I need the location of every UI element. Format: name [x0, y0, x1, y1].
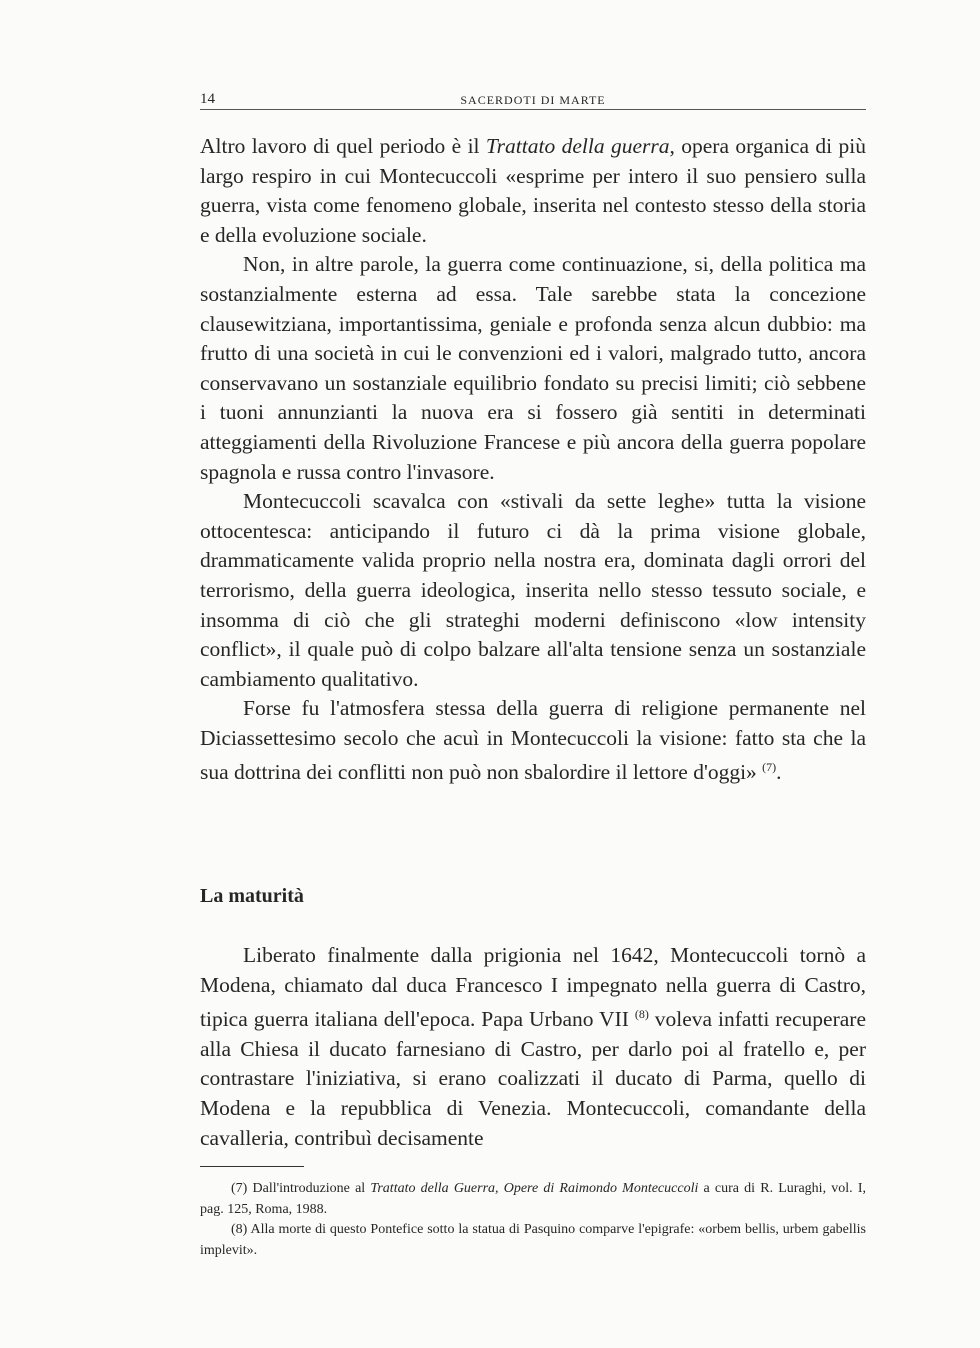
paragraph-1: Altro lavoro di quel periodo è il Trattato della guerra, opera organica di più largo respiro in cui Montecuccoli «esprime per intero il suo pensiero sulla guerra, vista come fenomeno globale, inserita nel contesto stesso della storia e della evoluzione sociale.	[200, 134, 866, 247]
section-heading: La maturità	[200, 885, 304, 907]
paragraph-3: Montecuccoli scavalca con «stivali da sette leghe» tutta la visione ottocentesca: anticipando il futuro ci dà la prima visione globale, drammaticamente valida proprio nella nostra era, dominata dagli orrori del terrorismo, della guerra ideologica, inserita nello stesso tessuto sociale, e insomma di ciò che gli strateghi moderni definiscono «low intensity conflict», il quale può di colpo balzare all'alta tensione senza un sostanziale cambiamento qualitativo.	[200, 489, 866, 691]
footnote-ref-7: (7)	[762, 760, 777, 775]
paragraph-2: Non, in altre parole, la guerra come continuazione, si, della politica ma sostanzialmente esterna ad essa. Tale sarebbe stata la concezione clausewitziana, importantissima, geniale e profonda senza alcun dubbio: ma frutto di una società in cui le convenzioni ed i valori, malgrado tutto, ancora conservavano un sostanziale equilibrio fondato su precisi limiti; ciò sebbene i tuoni annunzianti la nuova era si fossero già sentiti in determinati atteggiamenti della Rivoluzione Francese e più ancora della guerra popolare spagnola e russa contro l'invasore.	[200, 252, 866, 484]
section-body-text	[200, 941, 866, 1153]
page-number: 14	[200, 91, 215, 107]
running-title: SACERDOTI DI MARTE	[460, 93, 606, 107]
book-title-italic: Trattato della guerra	[485, 134, 670, 158]
footnotes	[200, 1179, 866, 1261]
paragraph-4: Forse fu l'atmosfera stessa della guerra di religione permanente nel Diciassettesimo secolo che acuì in Montecuccoli la visione: fatto sta che la sua dottrina dei conflitti non può non sbalordire il lettore d'oggi» $^{(7)}$.	[200, 696, 866, 785]
paragraph-5: Liberato finalmente dalla prigionia nel 1642, Montecuccoli tornò a Modena, chiamato dal duca Francesco I impegnato nella guerra di Castro, tipica guerra italiana dell'epoca. Papa Urbano VII $^{(8)}$ voleva infatti recuperare alla Chiesa il ducato farnesiano di Castro, per darlo poi al fratello e, per contrastare l'iniziativa, si erano coalizzati il ducato di Parma, quello di Modena e la repubblica di Venezia. Montecuccoli, comandante della cavalleria, contribuì decisamente	[200, 943, 866, 1150]
footnote-ref-8: (8)	[634, 1007, 649, 1022]
footnote-7: (7) Dall'introduzione al Trattato della Guerra, Opere di Raimondo Montecuccoli a cura di R. Luraghi, vol. I, pag. 125, Roma, 1988.	[200, 1181, 866, 1217]
footnote-8: (8) Alla morte di questo Pontefice sotto la statua di Pasquino comparve l'epigrafe: «orbem bellis, urbem gabellis implevit».	[200, 1222, 866, 1258]
footnote-divider	[200, 1166, 304, 1167]
page-header	[200, 91, 866, 110]
body-text	[200, 132, 866, 788]
